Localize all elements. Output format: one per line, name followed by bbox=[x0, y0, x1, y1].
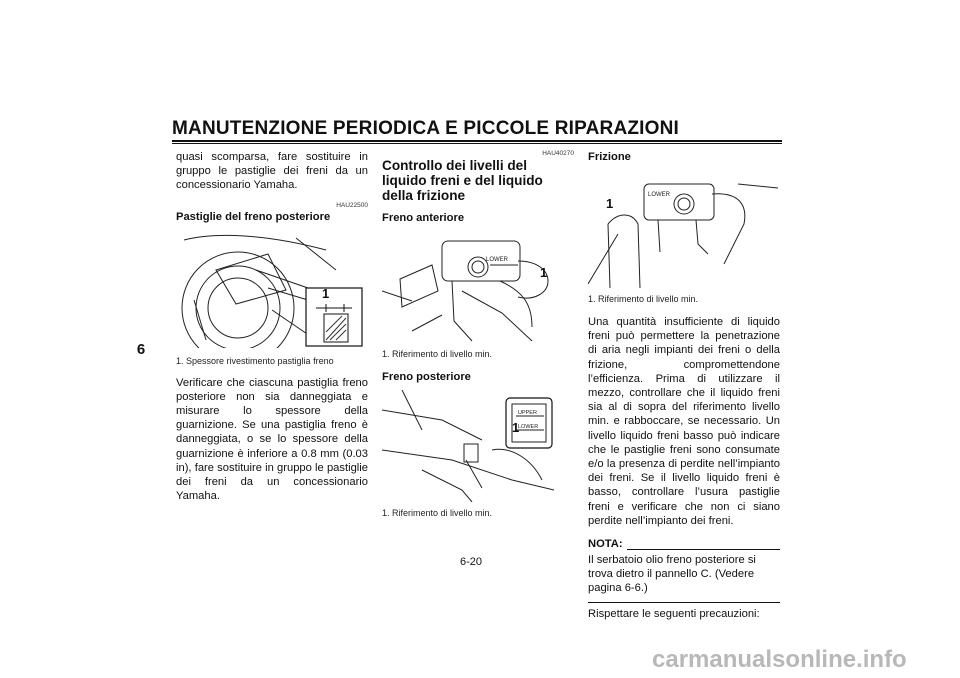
column-left bbox=[176, 150, 368, 503]
title-rule-thin bbox=[172, 143, 782, 144]
column-middle bbox=[382, 150, 574, 519]
ref-code: HAU40270 bbox=[542, 150, 574, 157]
figure-caption: 1. Riferimento di livello min. bbox=[588, 294, 699, 304]
note-label: NOTA: bbox=[588, 538, 623, 551]
note-end-rule bbox=[588, 602, 780, 603]
chapter-tab: 6 bbox=[136, 341, 146, 358]
fluid-level-paragraph: Una quantità insufficiente di liquido freni può permettere la penetrazione di aria negli impianti dei freni o della frizione, compromettendone l’efficienza. Prima di utilizzare il mezzo, controllare che il liquido freni sia al di sopra del riferimento livello min. e rabboccare, se necessario. Un livello liquido freni basso può indicare che le pastiglie freni sono consumate e/o la presenza di perdite nell’impianto dei freni. Se il livello liquido freni è basso, controllare l’usura pastiglie freni e verificare che non ci siano perdite nell’impianto dei freni. bbox=[588, 316, 780, 527]
figure-caption: 1. Riferimento di livello min. bbox=[382, 349, 493, 359]
level-text-lower: LOWER bbox=[648, 192, 671, 198]
precautions-intro: Rispettare le seguenti precauzioni: bbox=[588, 607, 760, 620]
sub-heading-front-brake: Freno anteriore bbox=[382, 212, 465, 224]
level-text-lower: LOWER bbox=[518, 424, 539, 430]
sub-heading-clutch: Frizione bbox=[588, 151, 631, 163]
sub-heading-rear-brake: Freno posteriore bbox=[382, 371, 471, 383]
figure-caption: 1. Spessore rivestimento pastiglia freno bbox=[176, 355, 334, 366]
figure-callout: 1 bbox=[512, 420, 520, 435]
page-title: MANUTENZIONE PERIODICA E PICCOLE RIPARAZIONI bbox=[172, 118, 680, 139]
section-heading-rear-pads: Pastiglie del freno posteriore bbox=[176, 210, 331, 223]
watermark: carmanualsonline.info bbox=[652, 646, 907, 673]
intro-paragraph: quasi scomparsa, fare sostituire in gruppo le pastiglie dei freni da un concessionario Yamaha. bbox=[176, 151, 368, 192]
section-heading-fluid-levels: Controllo dei livelli del liquido freni e del liquido della frizione bbox=[382, 158, 543, 203]
rear-brake-reservoir-figure bbox=[382, 390, 554, 502]
front-brake-reservoir-figure bbox=[382, 231, 554, 345]
note-text: Il serbatoio olio freno posteriore si trova dietro il pannello C. (Vedere pagina 6-6.) bbox=[588, 554, 756, 595]
ref-code: HAU22500 bbox=[336, 201, 368, 209]
level-text-lower: LOWER bbox=[486, 257, 509, 263]
note-header bbox=[588, 538, 780, 550]
title-rule bbox=[172, 140, 782, 142]
page-number: 6-20 bbox=[460, 556, 483, 568]
level-text-upper: UPPER bbox=[518, 410, 537, 416]
figure-callout: 1 bbox=[322, 285, 330, 301]
clutch-reservoir-figure bbox=[588, 174, 780, 288]
rear-pads-paragraph: Verificare che ciascuna pastiglia freno posteriore non sia danneggiata e misurare lo spessore della guarnizione. Se una pastiglia freno è danneggiata, o se lo spessore della guarnizione è inferiore a 0.8 mm (0.03 in), fare sostituire in gruppo le pastiglie dei freni da un concessionario Yamaha. bbox=[176, 376, 368, 503]
figure-callout: 1 bbox=[540, 265, 548, 280]
column-right bbox=[588, 150, 780, 621]
rear-brake-pad-figure bbox=[176, 230, 364, 348]
figure-callout: 1 bbox=[606, 196, 614, 211]
note-rule bbox=[627, 542, 780, 550]
figure-caption: 1. Riferimento di livello min. bbox=[382, 508, 493, 518]
